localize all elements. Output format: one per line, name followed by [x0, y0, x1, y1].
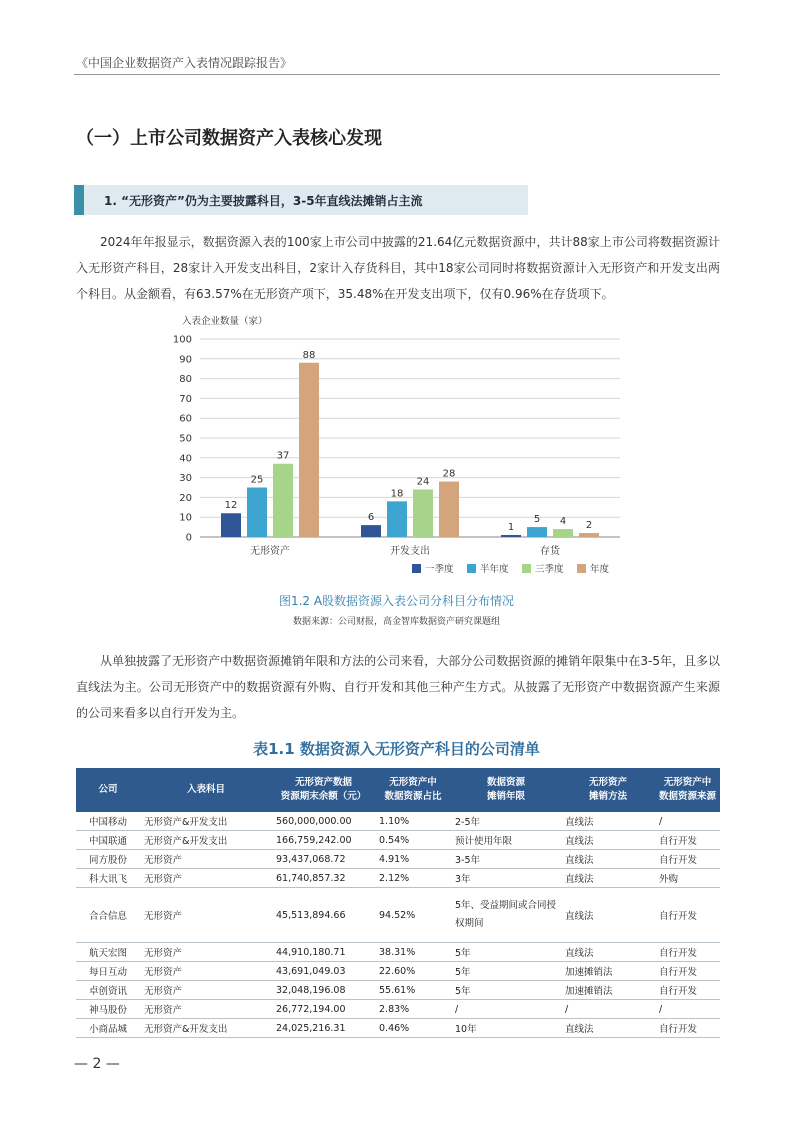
- table-cell: 无形资产&开发支出: [140, 812, 272, 831]
- page-number: — 2 —: [74, 1056, 120, 1072]
- table-cell: /: [655, 1000, 720, 1019]
- table-cell: /: [451, 1000, 561, 1019]
- table-cell: 直线法: [561, 831, 655, 850]
- table-cell: 0.54%: [375, 831, 451, 850]
- data-label: 6: [367, 512, 375, 524]
- table-cell: 中国移动: [76, 812, 140, 831]
- section-title: （一）上市公司数据资产入表核心发现: [76, 128, 382, 149]
- table-cell: 10年: [451, 1019, 561, 1038]
- table-cell: 43,691,049.03: [272, 962, 375, 981]
- data-label: 37: [276, 450, 290, 462]
- table-header-cell: 无形资产 摊销方法: [561, 768, 655, 812]
- x-tick-label: 存货: [540, 546, 560, 557]
- bar-一季度: [221, 513, 241, 537]
- data-label: 28: [442, 468, 456, 480]
- table-cell: 直线法: [561, 812, 655, 831]
- table-cell: 神马股份: [76, 1000, 140, 1019]
- bar-一季度: [501, 535, 521, 537]
- table-cell: 科大讯飞: [76, 869, 140, 888]
- table-cell: 小商品城: [76, 1019, 140, 1038]
- table-cell: /: [655, 812, 720, 831]
- table-cell: 2.12%: [375, 869, 451, 888]
- table-cell: 外购: [655, 869, 720, 888]
- table-cell: 无形资产: [140, 869, 272, 888]
- table-header-cell: 入表科目: [140, 768, 272, 812]
- subsection-title: 1. “无形资产”仍为主要披露科目，3-5年直线法摊销占主流: [104, 194, 423, 208]
- y-tick-label: 90: [179, 354, 192, 366]
- legend-swatch: [467, 564, 476, 573]
- table-cell: 5年: [451, 943, 561, 962]
- header-divider: [74, 74, 720, 75]
- bar-三季度: [413, 489, 433, 537]
- table-cell: 直线法: [561, 869, 655, 888]
- data-label: 88: [302, 349, 316, 361]
- data-label: 12: [224, 500, 238, 512]
- y-tick-label: 0: [185, 532, 192, 544]
- bar-半年度: [527, 527, 547, 537]
- table-cell: 直线法: [561, 850, 655, 869]
- table-cell: 无形资产&开发支出: [140, 1019, 272, 1038]
- table-header-row: [76, 768, 720, 812]
- table-cell: 无形资产: [140, 1000, 272, 1019]
- y-tick-label: 30: [179, 473, 192, 485]
- table-cell: 预计使用年限: [451, 831, 561, 850]
- table-row: [76, 812, 720, 831]
- table-cell: 560,000,000.00: [272, 812, 375, 831]
- table-cell: 直线法: [561, 1019, 655, 1038]
- data-label: 1: [507, 522, 515, 534]
- table-cell: 中国联通: [76, 831, 140, 850]
- table-header-cell: 公司: [76, 768, 140, 812]
- table-cell: 2.83%: [375, 1000, 451, 1019]
- table-header-cell: 无形资产数据 资源期末余额（元）: [272, 768, 375, 812]
- data-label: 4: [559, 516, 567, 528]
- table-cell: 94.52%: [375, 888, 451, 943]
- table-cell: 合合信息: [76, 888, 140, 943]
- y-tick-label: 40: [179, 453, 192, 465]
- data-label: 24: [416, 476, 430, 488]
- table-cell: 166,759,242.00: [272, 831, 375, 850]
- bar-三季度: [553, 529, 573, 537]
- table-cell: 5年: [451, 981, 561, 1000]
- running-head: 《中国企业数据资产入表情况跟踪报告》: [76, 56, 293, 70]
- data-label: 18: [390, 488, 404, 500]
- y-tick-label: 60: [179, 413, 192, 425]
- table-cell: 无形资产: [140, 943, 272, 962]
- table-cell: 无形资产: [140, 888, 272, 943]
- legend-label: 半年度: [480, 564, 509, 575]
- table-cell: 航天宏图: [76, 943, 140, 962]
- table-cell: 自行开发: [655, 831, 720, 850]
- y-axis-label: 入表企业数量（家）: [182, 316, 268, 327]
- table-cell: 同方股份: [76, 850, 140, 869]
- table-cell: 3年: [451, 869, 561, 888]
- table-row: [76, 1019, 720, 1038]
- x-tick-label: 无形资产: [250, 546, 290, 557]
- table-cell: 无形资产: [140, 981, 272, 1000]
- table-header-cell: 无形资产中 数据资源来源: [655, 768, 720, 812]
- table-cell: 自行开发: [655, 943, 720, 962]
- y-tick-label: 10: [179, 512, 192, 524]
- table-cell: 加速摊销法: [561, 981, 655, 1000]
- table-row: [76, 850, 720, 869]
- bar-三季度: [273, 464, 293, 537]
- table-cell: 26,772,194.00: [272, 1000, 375, 1019]
- table-cell: 自行开发: [655, 981, 720, 1000]
- y-tick-label: 100: [172, 334, 192, 346]
- table-cell: /: [561, 1000, 655, 1019]
- table-row: [76, 981, 720, 1000]
- table-header-cell: 无形资产中 数据资源占比: [375, 768, 451, 812]
- table-cell: 直线法: [561, 943, 655, 962]
- table-cell: 55.61%: [375, 981, 451, 1000]
- figure-caption: 图1.2 A股数据资源入表公司分科目分布情况: [278, 594, 515, 608]
- table-row: [76, 943, 720, 962]
- bar-年度: [439, 482, 459, 537]
- table-cell: 93,437,068.72: [272, 850, 375, 869]
- table-row: [76, 962, 720, 981]
- table-cell: 4.91%: [375, 850, 451, 869]
- x-tick-label: 开发支出: [390, 546, 430, 557]
- table-cell: 22.60%: [375, 962, 451, 981]
- y-tick-label: 50: [179, 433, 192, 445]
- bar-半年度: [387, 501, 407, 537]
- table-row: [76, 831, 720, 850]
- legend-label: 年度: [590, 564, 610, 575]
- bar-chart: [160, 310, 640, 582]
- table-cell: 2-5年: [451, 812, 561, 831]
- table-cell: 加速摊销法: [561, 962, 655, 981]
- table-cell: 24,025,216.31: [272, 1019, 375, 1038]
- bar-年度: [299, 363, 319, 537]
- legend-swatch: [522, 564, 531, 573]
- paragraph-1: 2024年年报显示，数据资源入表的100家上市公司中披露的21.64亿元数据资源中，共计88家上市公司将数据资源计入无形资产科目，28家计入开发支出科目，2家计入存货科目，其中18家公司同时将数据资源计入无形资产和开发支出两个科目。从金额看，有63.57%在无形资产项下，35.48%在开发支出项下，仅有0.96%在存货项下。: [76, 235, 720, 301]
- table-row: [76, 888, 720, 943]
- table-cell: 无形资产: [140, 850, 272, 869]
- table-cell: 1.10%: [375, 812, 451, 831]
- table-row: [76, 869, 720, 888]
- data-label: 2: [585, 520, 593, 532]
- table-cell: 自行开发: [655, 962, 720, 981]
- bar-一季度: [361, 525, 381, 537]
- bar-半年度: [247, 488, 267, 538]
- legend-label: 一季度: [425, 564, 454, 575]
- y-tick-label: 70: [179, 393, 192, 405]
- y-tick-label: 80: [179, 374, 192, 386]
- table-cell: 5年、受益期间或合同授权期间: [451, 888, 561, 943]
- table-header-cell: 数据资源 摊销年限: [451, 768, 561, 812]
- table-cell: 45,513,894.66: [272, 888, 375, 943]
- table-cell: 自行开发: [655, 888, 720, 943]
- legend-swatch: [577, 564, 586, 573]
- table-cell: 61,740,857.32: [272, 869, 375, 888]
- table-title: 表1.1 数据资源入无形资产科目的公司清单: [253, 740, 540, 758]
- table-cell: 0.46%: [375, 1019, 451, 1038]
- table-cell: 自行开发: [655, 1019, 720, 1038]
- figure-source: 数据来源：公司财报，高金智库数据资产研究课题组: [292, 617, 500, 627]
- subsection-banner: [74, 185, 528, 215]
- table-row: [76, 1000, 720, 1019]
- paragraph-2: 从单独披露了无形资产中数据资源摊销年限和方法的公司来看，大部分公司数据资源的摊销年限集中在3-5年，且多以直线法为主。公司无形资产中的数据资源有外购、自行开发和其他三种产生方式。从披露了无形资产中数据资源产生来源的公司来看多以自行开发为主。: [76, 654, 720, 720]
- table-cell: 每日互动: [76, 962, 140, 981]
- table-cell: 自行开发: [655, 850, 720, 869]
- bar-年度: [579, 533, 599, 537]
- legend-label: 三季度: [535, 564, 564, 575]
- subsection-accent: [74, 185, 84, 215]
- table-cell: 38.31%: [375, 943, 451, 962]
- table-cell: 44,910,180.71: [272, 943, 375, 962]
- table-cell: 无形资产&开发支出: [140, 831, 272, 850]
- table-cell: 直线法: [561, 888, 655, 943]
- table-cell: 5年: [451, 962, 561, 981]
- data-label: 25: [250, 474, 264, 486]
- table-cell: 无形资产: [140, 962, 272, 981]
- company-table: [76, 768, 720, 1038]
- legend-swatch: [412, 564, 421, 573]
- data-label: 5: [533, 514, 541, 526]
- table-cell: 3-5年: [451, 850, 561, 869]
- y-tick-label: 20: [179, 492, 192, 504]
- table-cell: 32,048,196.08: [272, 981, 375, 1000]
- table-cell: 卓创资讯: [76, 981, 140, 1000]
